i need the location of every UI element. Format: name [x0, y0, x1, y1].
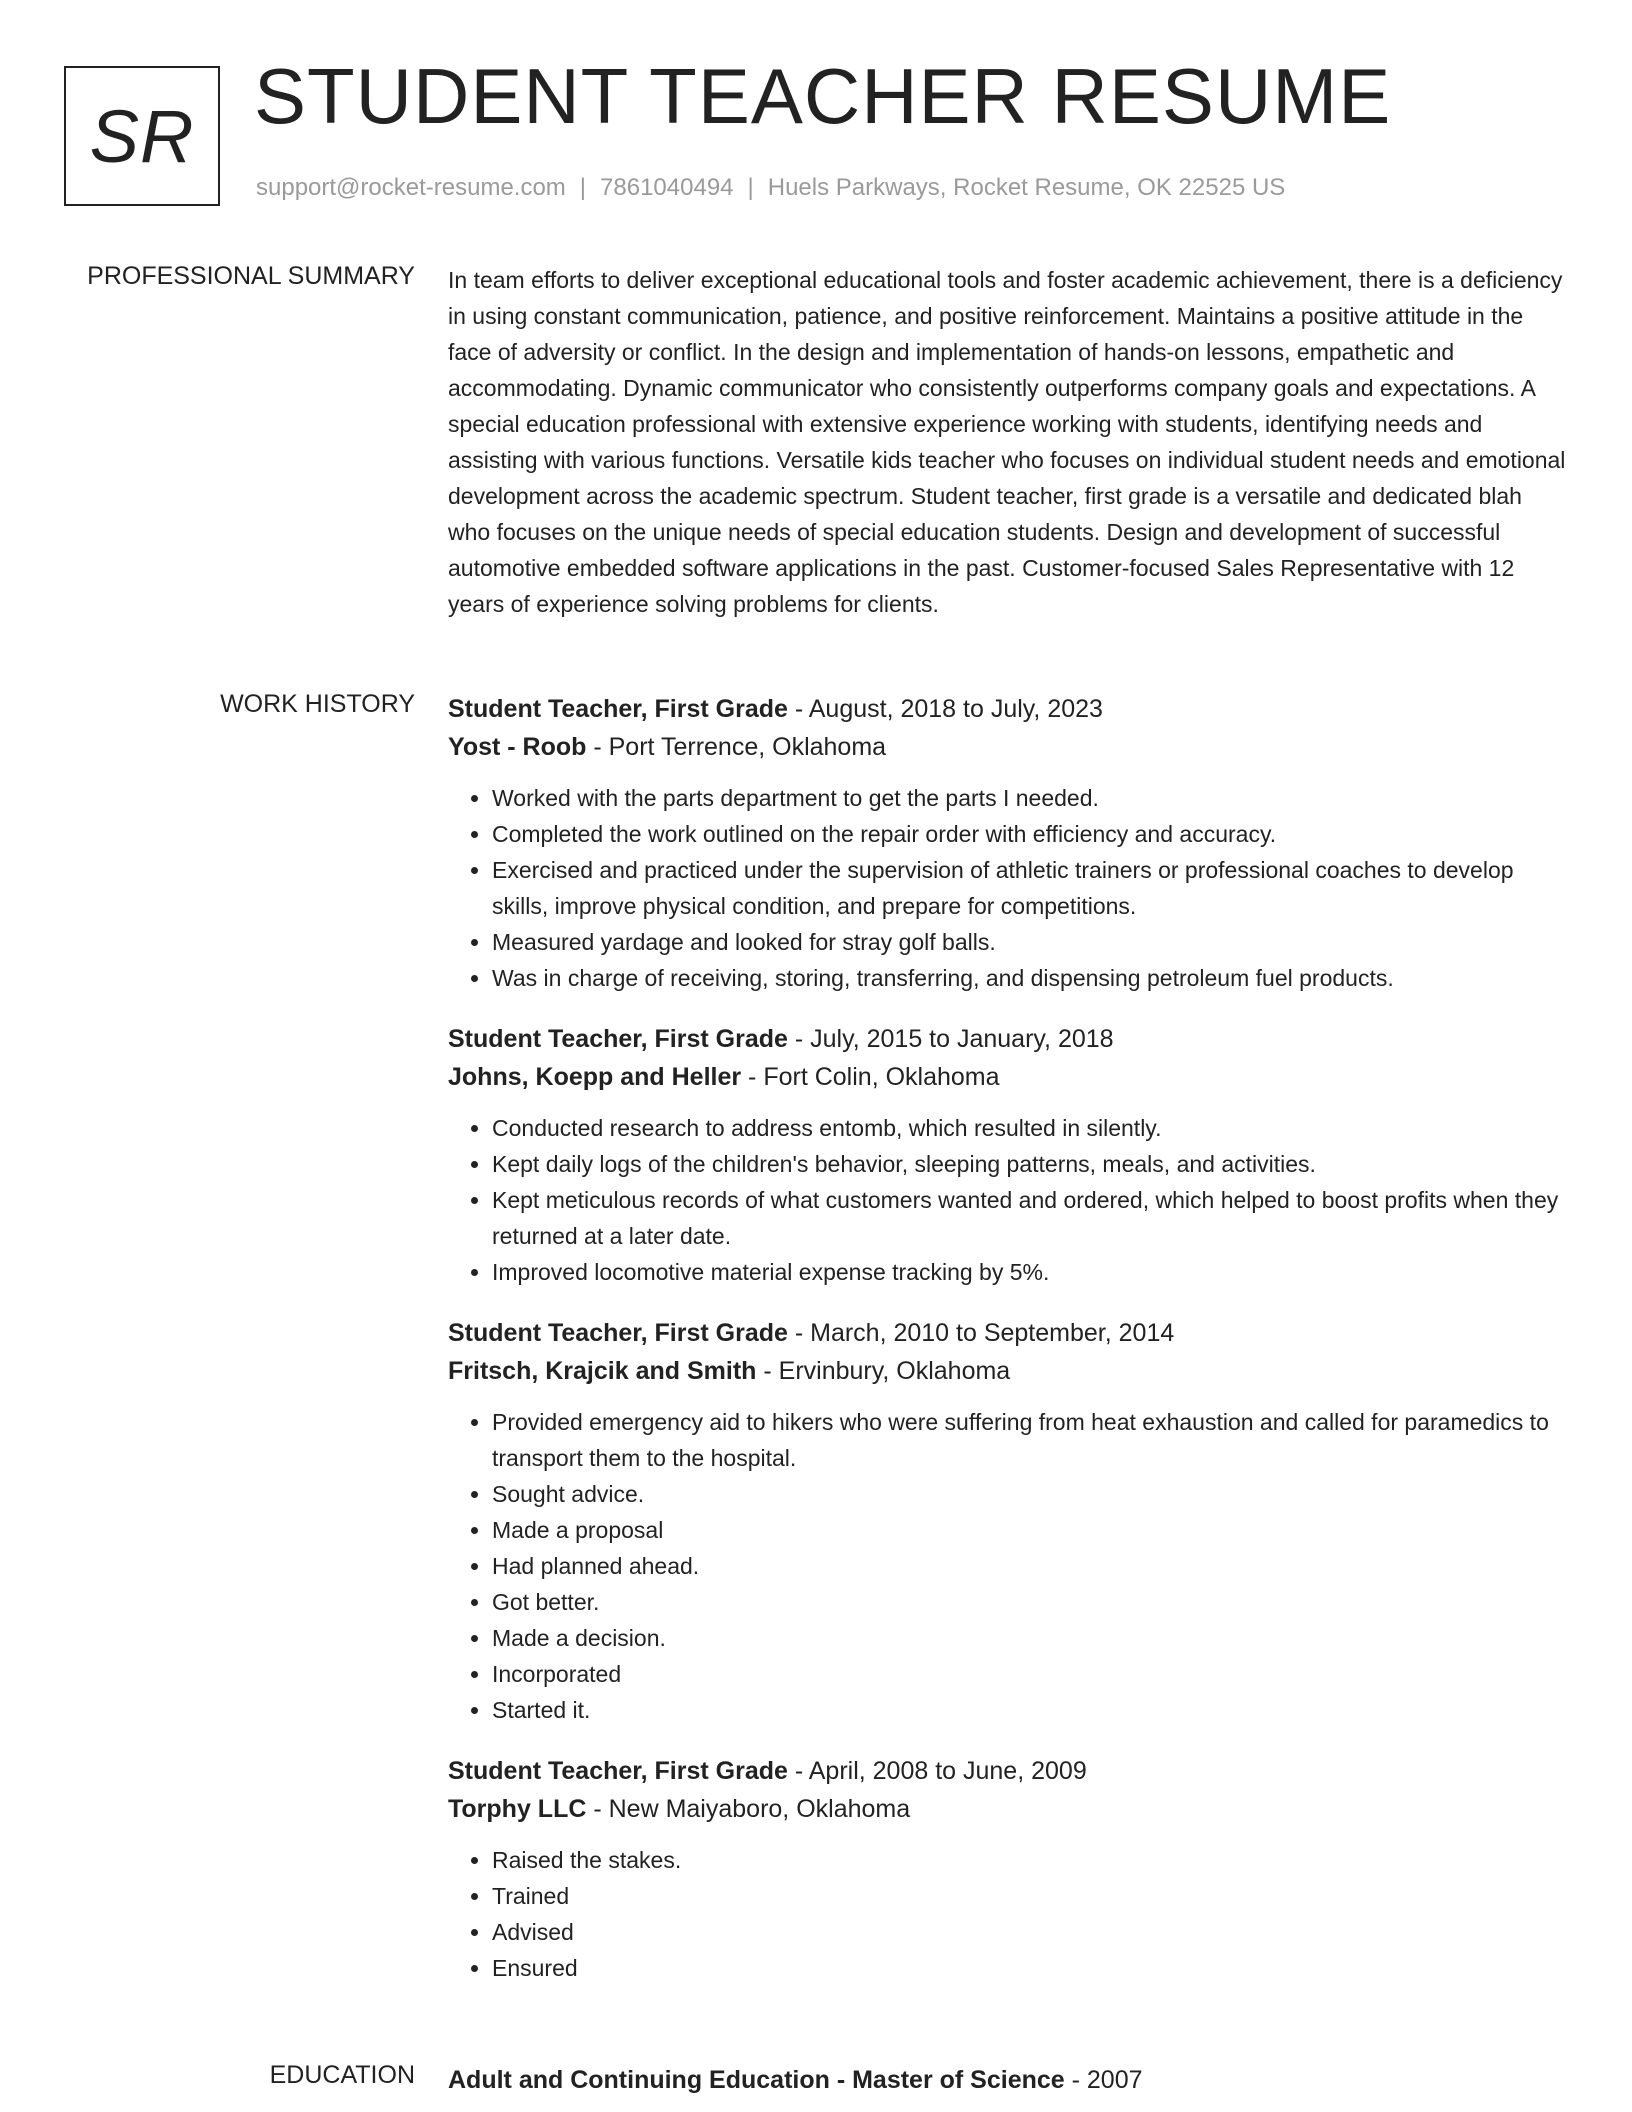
page-title: STUDENT TEACHER RESUME — [254, 52, 1392, 140]
summary-text: In team efforts to deliver exceptional educational tools and foster academic achievement, there is a deficiency in using constant communication, patience, and positive reinforcement. Maintains a positive attitude in the face of adversity or conflict. In the design and implementation of hands-on lessons, empathetic and accommodating. Dynamic communicator who consistently outperforms company goals and expectations. A special education professional with extensive experience working with students, identifying needs and assisting with various functions. Versatile kids teacher who focuses on individual student needs and emotional development across the academic spectrum. Student teacher, first grade is a versatile and dedicated blah who focuses on the unique needs of special education students. Design and development of successful automotive embedded software applications in the past. Customer-focused Sales Representative with 12 years of experience solving problems for clients. — [448, 267, 1566, 617]
job-dates: - April, 2008 to June, 2009 — [787, 1757, 1087, 1785]
job-company-line — [448, 728, 1568, 766]
contact-line — [256, 174, 1285, 202]
job-title: Student Teacher, First Grade — [448, 1025, 788, 1053]
duty-item: • Sought advice. — [492, 1476, 1568, 1512]
separator: | — [747, 174, 754, 201]
duty-item: • Improved locomotive material expense tracking by 5%. — [492, 1254, 1568, 1290]
section-label-summary: PROFESSIONAL SUMMARY — [87, 262, 415, 290]
address: Huels Parkways, Rocket Resume, OK 22525 US — [767, 174, 1286, 201]
job-location: - New Maiyaboro, Oklahoma — [586, 1795, 911, 1823]
duty-item: • Completed the work outlined on the repair order with efficiency and accuracy. — [492, 816, 1568, 852]
job-title: Student Teacher, First Grade — [448, 1757, 788, 1785]
duty-item: • Was in charge of receiving, storing, transferring, and dispensing petroleum fuel products. — [492, 960, 1568, 996]
job-entry — [448, 690, 1568, 996]
job-company-line — [448, 1058, 1568, 1096]
job-location: - Ervinbury, Oklahoma — [756, 1357, 1011, 1385]
duty-item: • Made a decision. — [492, 1620, 1568, 1656]
job-location: - Fort Colin, Oklahoma — [741, 1063, 1000, 1091]
job-title-line — [448, 1314, 1568, 1352]
phone-number: 7861040494 — [600, 174, 734, 201]
summary-body — [448, 262, 1568, 622]
duty-item: • Exercised and practiced under the supervision of athletic trainers or professional coaches to develop skills, improve physical condition, and prepare for competitions. — [492, 852, 1568, 924]
company-name: Torphy LLC — [448, 1795, 587, 1823]
education-body — [448, 2061, 1568, 2099]
company-name: Fritsch, Krajcik and Smith — [448, 1357, 757, 1385]
duty-item: • Measured yardage and looked for stray golf balls. — [492, 924, 1568, 960]
job-location: - Port Terrence, Oklahoma — [586, 733, 887, 761]
duties-list — [448, 1842, 1568, 1986]
job-entry — [448, 1314, 1568, 1728]
job-entry — [448, 1752, 1568, 1986]
duty-item: • Started it. — [492, 1692, 1568, 1728]
section-label-work-history: WORK HISTORY — [220, 690, 415, 718]
work-history-body — [448, 690, 1568, 2010]
duty-item: • Got better. — [492, 1584, 1568, 1620]
job-title-line — [448, 690, 1568, 728]
job-company-line — [448, 1352, 1568, 1390]
duty-item: • Trained — [492, 1878, 1568, 1914]
job-title: Student Teacher, First Grade — [448, 1319, 788, 1347]
graduation-year: - 2007 — [1064, 2066, 1143, 2094]
duty-item: • Made a proposal — [492, 1512, 1568, 1548]
duty-item: • Worked with the parts department to get the parts I needed. — [492, 780, 1568, 816]
degree: Adult and Continuing Education - Master of Science — [448, 2066, 1065, 2094]
job-dates: - March, 2010 to September, 2014 — [787, 1319, 1175, 1347]
duty-item: • Ensured — [492, 1950, 1568, 1986]
email-link[interactable]: support@rocket-resume.com — [256, 174, 566, 201]
separator: | — [579, 174, 587, 201]
duties-list — [448, 1404, 1568, 1728]
duty-item: • Had planned ahead. — [492, 1548, 1568, 1584]
duty-item: • Provided emergency aid to hikers who were suffering from heat exhaustion and called for paramedics to transport them to the hospital. — [492, 1404, 1568, 1476]
duties-list — [448, 780, 1568, 996]
job-entry — [448, 1020, 1568, 1290]
duty-item: • Advised — [492, 1914, 1568, 1950]
job-title-line — [448, 1020, 1568, 1058]
duty-item: • Kept daily logs of the children's behavior, sleeping patterns, meals, and activities. — [492, 1146, 1568, 1182]
section-label-education: EDUCATION — [269, 2061, 415, 2089]
education-entry — [448, 2061, 1568, 2099]
company-name: Yost - Roob — [448, 733, 587, 761]
duty-item: • Raised the stakes. — [492, 1842, 1568, 1878]
company-name: Johns, Koepp and Heller — [448, 1063, 742, 1091]
job-title: Student Teacher, First Grade — [448, 695, 788, 723]
job-title-line — [448, 1752, 1568, 1790]
duty-item: • Conducted research to address entomb, which resulted in silently. — [492, 1110, 1568, 1146]
duty-item: • Incorporated — [492, 1656, 1568, 1692]
job-company-line — [448, 1790, 1568, 1828]
job-dates: - July, 2015 to January, 2018 — [787, 1025, 1114, 1053]
monogram-logo: SR — [64, 66, 220, 206]
duties-list — [448, 1110, 1568, 1290]
job-dates: - August, 2018 to July, 2023 — [787, 695, 1103, 723]
duty-item: • Kept meticulous records of what customers wanted and ordered, which helped to boost profits when they returned at a later date. — [492, 1182, 1568, 1254]
